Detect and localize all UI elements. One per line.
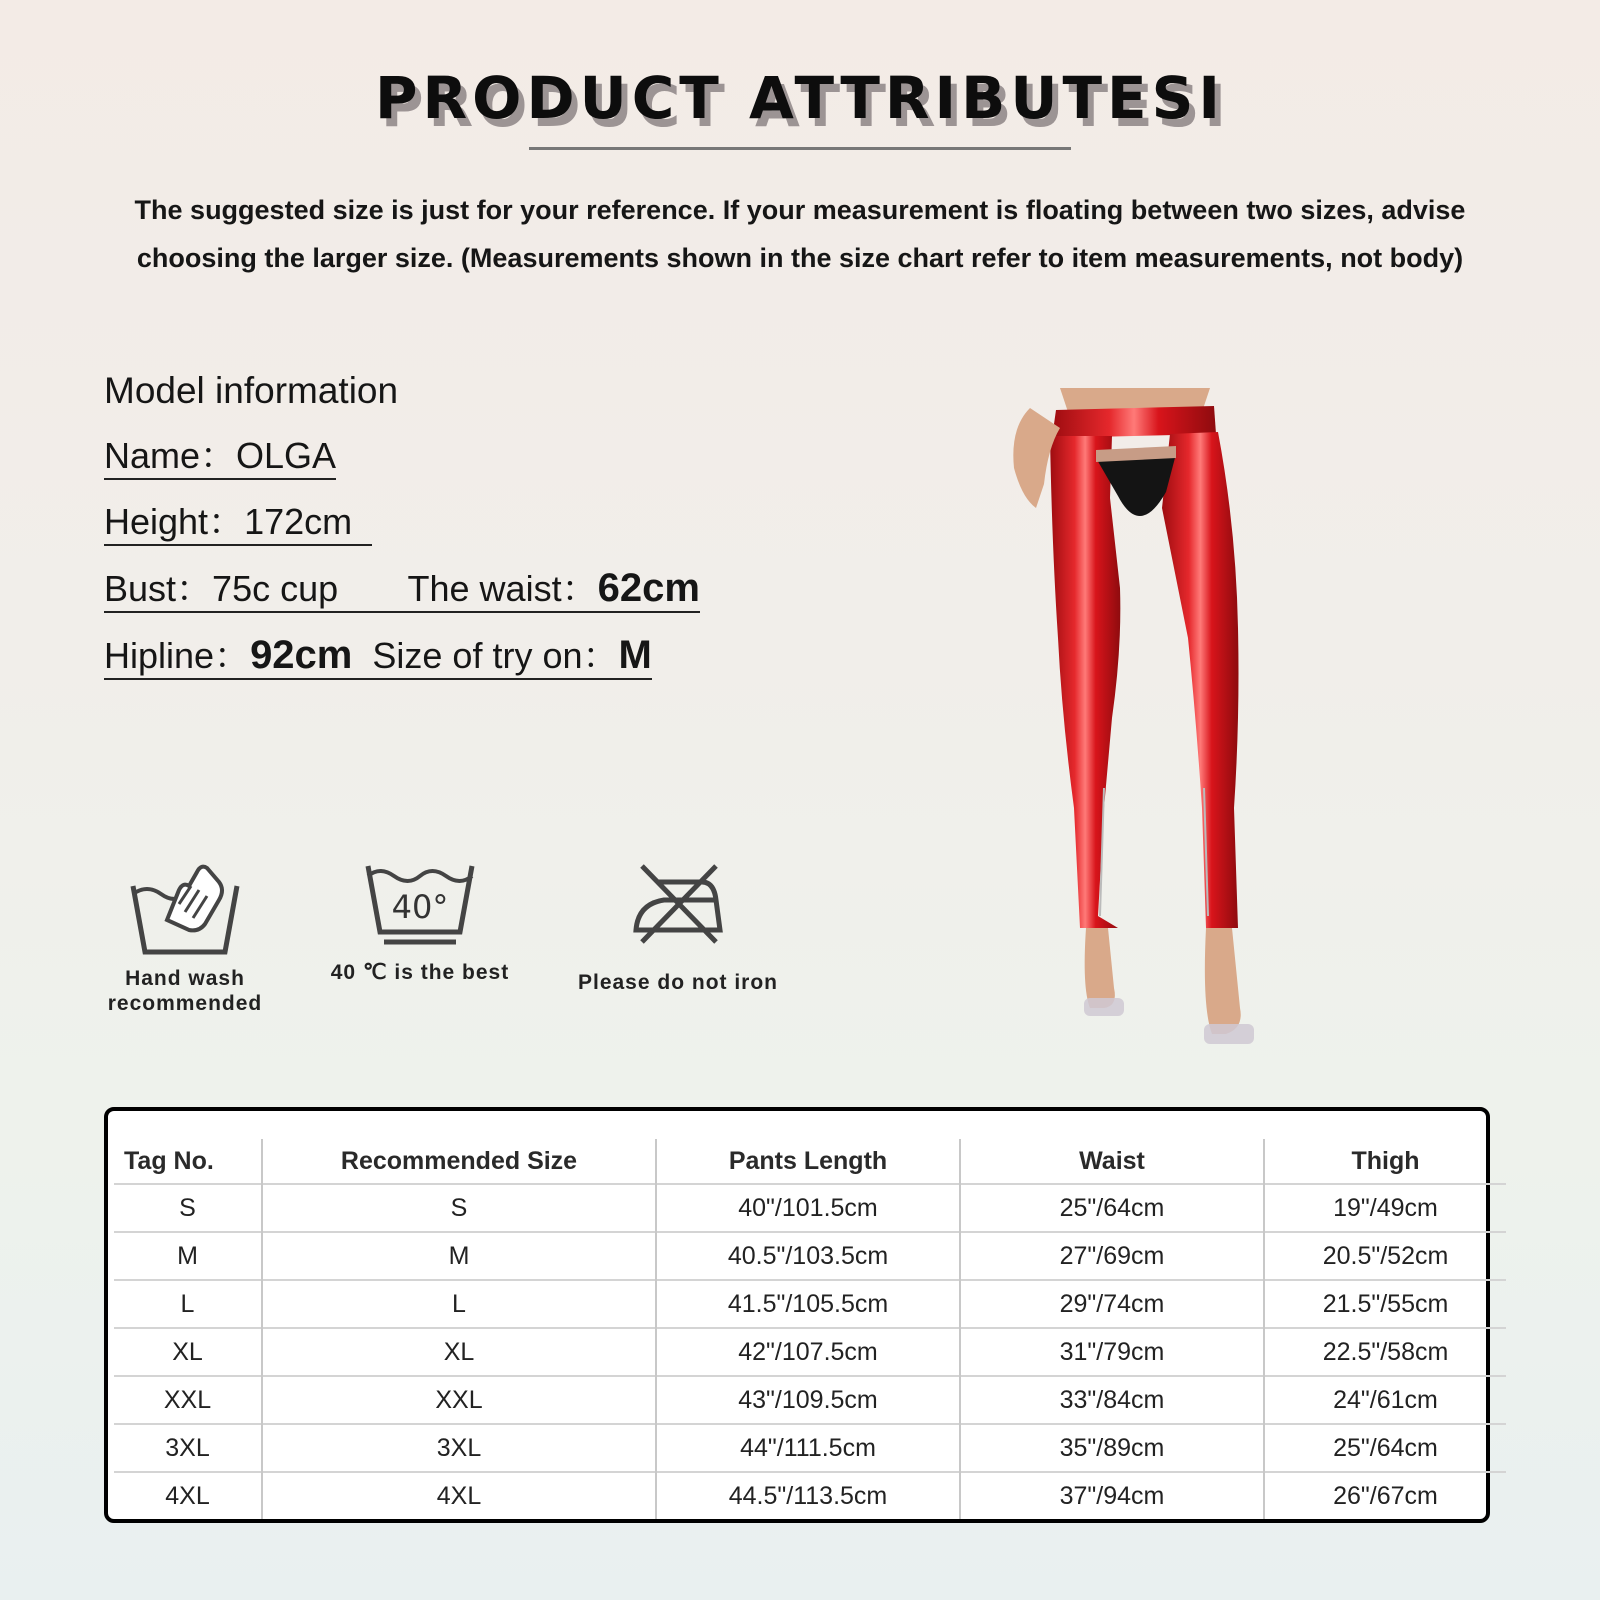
hand-wash-label: Hand wash recommended [107,967,263,1015]
cell-waist: 25"/64cm [960,1184,1264,1232]
model-waist-value: 62cm [597,566,700,610]
cell-waist: 29"/74cm [960,1280,1264,1328]
table-row [114,1184,1506,1232]
model-hipline-value: 92cm [250,633,353,677]
model-height-label: Height： [104,501,245,542]
model-name-value: OLGA [236,435,337,476]
left-heel [1084,998,1124,1016]
cell-length: 40"/101.5cm [656,1184,960,1232]
cell-length: 42"/107.5cm [656,1328,960,1376]
cell-length: 40.5"/103.5cm [656,1232,960,1280]
cell-tag: M [114,1232,262,1280]
cell-tag: 3XL [114,1424,262,1472]
model-hipline-label: Hipline： [104,635,251,676]
model-bust-label: Bust： [104,568,213,609]
model-bust-value: 75c cup [212,568,339,609]
table-row [114,1376,1506,1424]
table-row [114,1232,1506,1280]
header-waist: Waist [960,1139,1264,1184]
cell-thigh: 25"/64cm [1264,1424,1506,1472]
cell-size: M [262,1232,656,1280]
cell-waist: 31"/79cm [960,1328,1264,1376]
page-title: PRODUCT ATTRIBUTESI [375,64,1225,132]
size-table-header [114,1139,1506,1184]
size-chart [104,1107,1490,1523]
no-iron-icon [628,860,728,946]
cell-tag: XXL [114,1376,262,1424]
care-wash-40 [322,860,518,985]
table-row [114,1472,1506,1519]
cell-size: 4XL [262,1472,656,1519]
pants-left-leg [1050,436,1120,928]
cell-tag: 4XL [114,1472,262,1519]
table-row [114,1328,1506,1376]
cell-waist: 37"/94cm [960,1472,1264,1519]
title-divider [529,147,1071,150]
cell-length: 44.5"/113.5cm [656,1472,960,1519]
model-size-value: M [618,633,652,677]
table-row [114,1424,1506,1472]
cell-length: 43"/109.5cm [656,1376,960,1424]
wash-40-label: 40 ℃ is the best [330,961,510,984]
cell-size: XXL [262,1376,656,1424]
care-hand-wash [100,860,270,1016]
svg-text:40°: 40° [391,888,449,926]
cell-tag: L [114,1280,262,1328]
cell-thigh: 24"/61cm [1264,1376,1506,1424]
wash-40-icon [362,860,478,946]
model-name-label: Name： [104,435,237,476]
cell-length: 41.5"/105.5cm [656,1280,960,1328]
model-waist-label: The waist： [407,568,598,609]
header-tag-no: Tag No. [114,1139,262,1184]
cell-tag: S [114,1184,262,1232]
size-table [114,1139,1506,1519]
cell-size: XL [262,1328,656,1376]
cell-thigh: 20.5"/52cm [1264,1232,1506,1280]
header-recommended-size: Recommended Size [262,1139,656,1184]
model-height-line [104,500,372,546]
table-row [114,1280,1506,1328]
model-height-value: 172cm [244,501,353,542]
model-size-label: Size of try on： [372,635,619,676]
no-iron-label: Please do not iron [577,971,779,994]
hand-wash-icon [127,860,243,956]
cell-waist: 27"/69cm [960,1232,1264,1280]
cell-thigh: 21.5"/55cm [1264,1280,1506,1328]
cell-waist: 33"/84cm [960,1376,1264,1424]
right-foot [1205,928,1241,1034]
cell-size: 3XL [262,1424,656,1472]
cell-size: L [262,1280,656,1328]
left-foot [1085,928,1115,1008]
cell-waist: 35"/89cm [960,1424,1264,1472]
header-pants-length: Pants Length [656,1139,960,1184]
page-title-wrap [0,64,1600,132]
cell-thigh: 26"/67cm [1264,1472,1506,1519]
cell-thigh: 22.5"/58cm [1264,1328,1506,1376]
model-bust-waist-line [104,566,700,613]
cell-tag: XL [114,1328,262,1376]
model-info [104,370,700,700]
product-photo [1000,388,1300,1068]
model-name-line [104,434,336,480]
cell-thigh: 19"/49cm [1264,1184,1506,1232]
header-thigh: Thigh [1351,1146,1420,1175]
model-info-heading: Model information [104,370,399,411]
cell-length: 44"/111.5cm [656,1424,960,1472]
pants-right-leg [1162,432,1239,928]
right-heel [1204,1024,1254,1044]
size-notice: The suggested size is just for your reference. If your measurement is floating between two sizes, advise choosing the larger size. (Measurements shown in the size chart refer to item measurements, not body) [134,195,1466,273]
model-hip-size-line [104,633,652,680]
care-no-iron [568,860,788,995]
cell-size: S [262,1184,656,1232]
